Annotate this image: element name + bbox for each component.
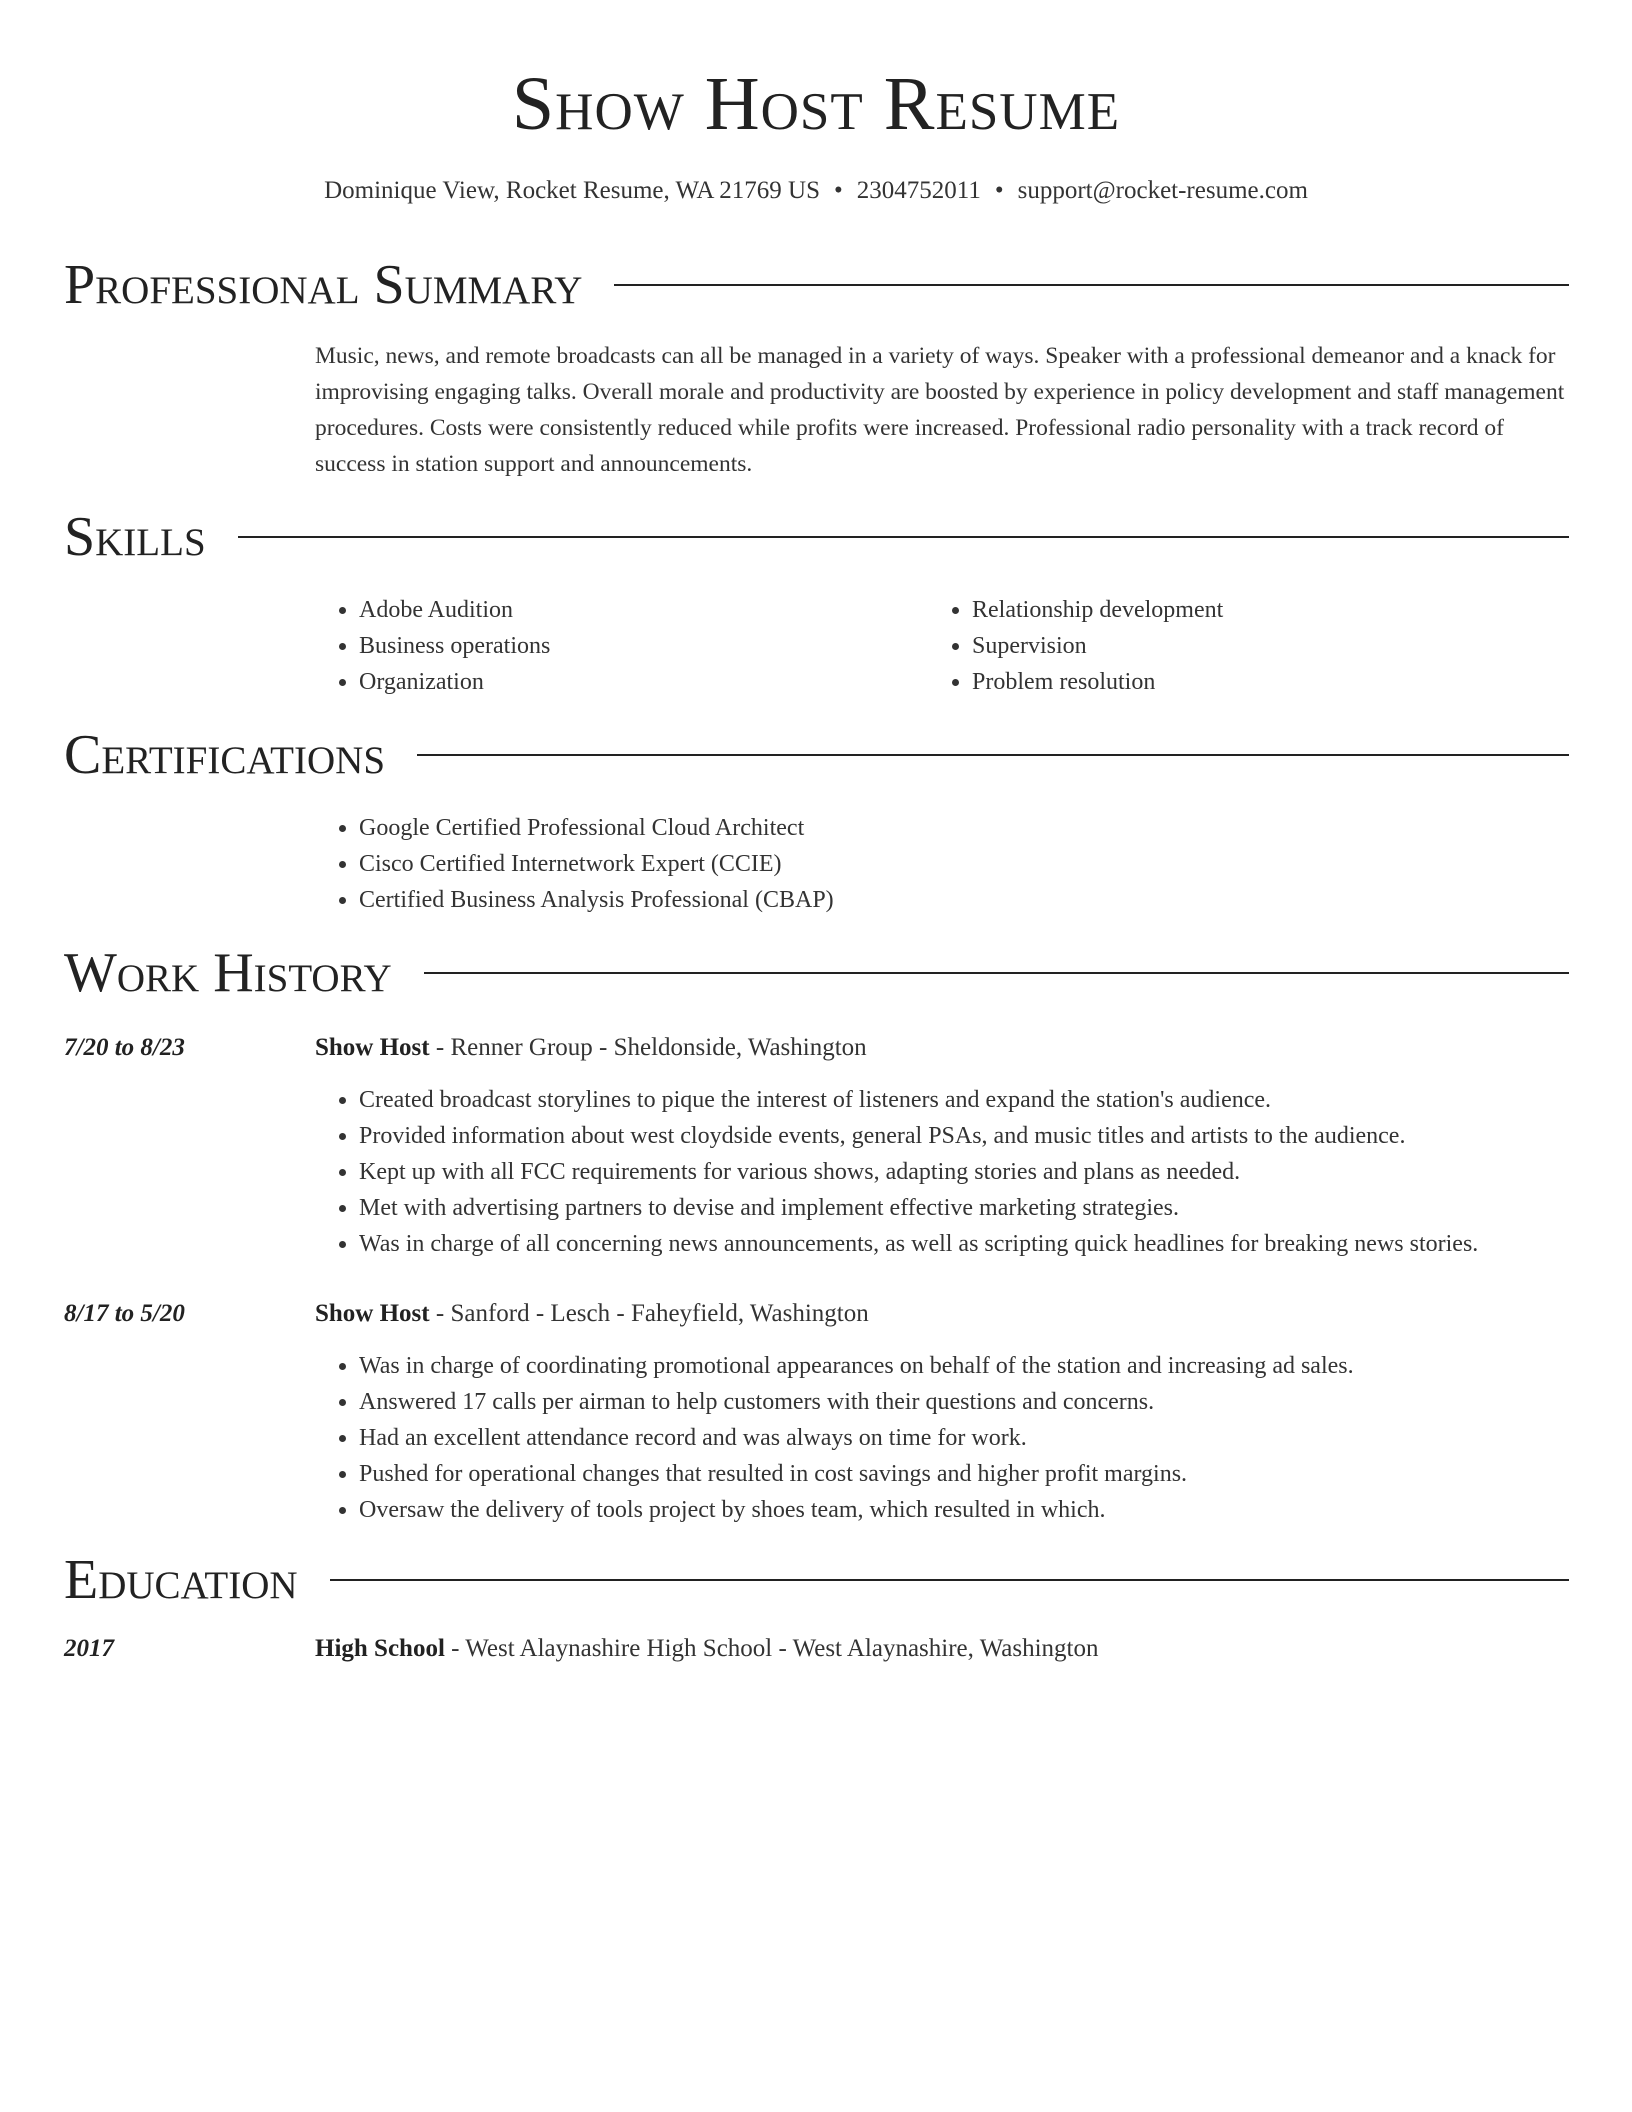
- education-heading: Education: [64, 1549, 298, 1611]
- job-bullets: [315, 1348, 1613, 1528]
- contact-address: Dominique View, Rocket Resume, WA 21769 US: [324, 177, 821, 204]
- job-heading: [315, 1030, 1569, 1066]
- job-bullet: • Had an excellent attendance record and was always on time for work.: [359, 1420, 1613, 1456]
- skill-item: • Problem resolution: [972, 664, 1572, 700]
- education-school: - West Alaynashire High School - West Alaynashire, Washington: [444, 1635, 1099, 1662]
- certifications-list: [315, 810, 1613, 918]
- work-section-header: [64, 938, 1569, 1008]
- skill-item: • Relationship development: [972, 592, 1572, 628]
- education-entry: [315, 1631, 1569, 1667]
- certifications-heading: Certifications: [64, 724, 386, 786]
- job-bullets: [315, 1082, 1613, 1262]
- section-divider: [614, 284, 1569, 286]
- summary-text: Music, news, and remote broadcasts can all be managed in a variety of ways. Speaker with a professional demeanor and a knack for improvising engaging talks. Overall morale and productivity are boosted by experience in policy development and staff management procedures. Costs were consistently reduced while profits were increased. Professional radio personality with a track record of success in station support and announcements.: [315, 343, 1565, 477]
- job-title: Show Host: [315, 1034, 430, 1061]
- section-divider: [424, 972, 1569, 974]
- section-divider: [330, 1579, 1569, 1581]
- summary-heading: Professional Summary: [64, 254, 583, 316]
- skill-item: • Organization: [359, 664, 959, 700]
- job-dates: 7/20 to 8/23: [64, 1034, 185, 1061]
- contact-line: [0, 174, 1632, 208]
- education-section-header: [64, 1545, 1569, 1615]
- skills-list-left: [315, 592, 959, 700]
- certification-item: • Cisco Certified Internetwork Expert (CCIE): [359, 846, 1613, 882]
- job-bullet: • Was in charge of all concerning news announcements, as well as scripting quick headlines for breaking news stories.: [359, 1226, 1613, 1262]
- certification-item: • Certified Business Analysis Professional (CBAP): [359, 882, 1613, 918]
- education-year: 2017: [64, 1635, 114, 1662]
- contact-separator: •: [994, 177, 1004, 204]
- certifications-section-header: [64, 720, 1569, 790]
- job-dates: 8/17 to 5/20: [64, 1300, 185, 1327]
- resume-title: Show Host Resume: [511, 62, 1121, 146]
- skill-item: • Adobe Audition: [359, 592, 959, 628]
- job-bullet: • Pushed for operational changes that resulted in cost savings and higher profit margins.: [359, 1456, 1613, 1492]
- section-divider: [238, 536, 1569, 538]
- job-bullet: • Oversaw the delivery of tools project by shoes team, which resulted in which.: [359, 1492, 1613, 1528]
- job-bullet: • Kept up with all FCC requirements for various shows, adapting stories and plans as needed.: [359, 1154, 1613, 1190]
- job-employer: - Renner Group - Sheldonside, Washington: [429, 1034, 867, 1061]
- job-heading: [315, 1296, 1569, 1332]
- contact-email: support@rocket-resume.com: [1017, 177, 1308, 204]
- skill-item: • Business operations: [359, 628, 959, 664]
- job-bullet: • Answered 17 calls per airman to help customers with their questions and concerns.: [359, 1384, 1613, 1420]
- job-bullet: • Met with advertising partners to devise and implement effective marketing strategies.: [359, 1190, 1613, 1226]
- job-title: Show Host: [315, 1300, 430, 1327]
- skills-section-header: [64, 502, 1569, 572]
- section-divider: [417, 754, 1569, 756]
- job-bullet: • Created broadcast storylines to pique the interest of listeners and expand the station's audience.: [359, 1082, 1613, 1118]
- contact-separator: •: [834, 177, 843, 204]
- work-heading: Work History: [64, 942, 392, 1004]
- skill-item: • Supervision: [972, 628, 1572, 664]
- job-bullet: • Provided information about west cloydside events, general PSAs, and music titles and artists to the audience.: [359, 1118, 1613, 1154]
- education-degree: High School: [315, 1635, 445, 1662]
- job-employer: - Sanford - Lesch - Faheyfield, Washington: [429, 1300, 869, 1327]
- certification-item: • Google Certified Professional Cloud Architect: [359, 810, 1613, 846]
- summary-section-header: [64, 250, 1569, 320]
- skills-heading: Skills: [64, 506, 206, 568]
- contact-phone: 2304752011: [856, 177, 981, 204]
- skills-list-right: [928, 592, 1572, 700]
- job-bullet: • Was in charge of coordinating promotional appearances on behalf of the station and increasing ad sales.: [359, 1348, 1613, 1384]
